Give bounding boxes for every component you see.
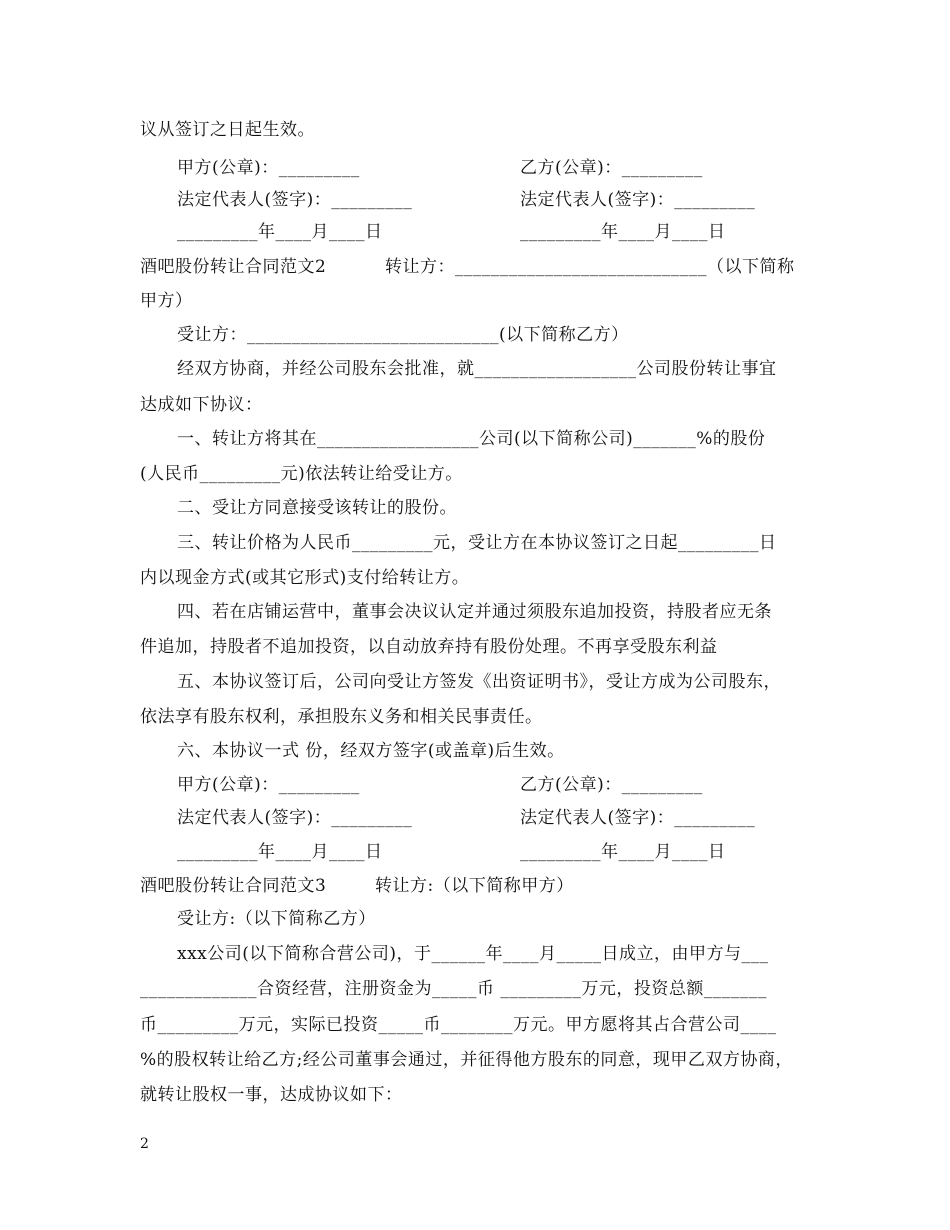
party-b-date-field: _________年____月____日	[520, 222, 726, 242]
text-line: _____________合资经营，注册资金为_____币 _________万元，投资总额_______	[140, 979, 767, 999]
party-a-seal-field: 甲方(公章)：_________	[177, 158, 360, 178]
party-b-representative-field: 法定代表人(签字)：_________	[520, 808, 756, 828]
party-a-date-field: _________年____月____日	[177, 222, 383, 242]
party-a-representative-field: 法定代表人(签字)：_________	[177, 190, 413, 210]
party-a-date-field: _________年____月____日	[177, 842, 383, 862]
signature-row	[177, 188, 810, 212]
page-number: 2	[140, 1136, 149, 1152]
text-line: xxx公司(以下简称合营公司)，于______年____月_____日成立，由甲方与___	[177, 944, 769, 964]
transferor-field: 转让方：____________________________（以下简称	[385, 257, 795, 277]
text-line: 甲方）	[140, 291, 193, 311]
party-b-representative-field: 法定代表人(签字)：_________	[520, 190, 756, 210]
party-a-seal-field: 甲方(公章)：_________	[177, 775, 360, 795]
text-line: 一、转让方将其在__________________公司(以下简称公司)_______%的股份	[177, 429, 766, 449]
section-heading-row	[140, 255, 810, 279]
date-row	[177, 220, 810, 244]
party-b-date-field: _________年____月____日	[520, 842, 726, 862]
text-line: 议从签订之日起生效。	[140, 120, 315, 140]
text-line: 达成如下协议：	[140, 395, 263, 415]
text-line: %的股权转让给乙方;经公司董事会通过，并征得他方股东的同意，现甲乙双方协商，	[140, 1050, 793, 1070]
signature-row	[177, 773, 810, 797]
transferee-field: 受让方：____________________________(以下简称乙方）	[177, 325, 629, 345]
party-b-seal-field: 乙方(公章)：_________	[520, 775, 703, 795]
text-line: 六、本协议一式 份，经双方签字(或盖章)后生效。	[177, 741, 565, 761]
section-title: 酒吧股份转让合同范文3	[140, 876, 327, 896]
transferor-field: 转让方:（以下简称甲方）	[375, 876, 574, 896]
text-line: 币_________万元，实际已投资_____币________万元。甲方愿将其占合营公司____	[140, 1015, 777, 1035]
section-title: 酒吧股份转让合同范文2	[140, 257, 327, 277]
text-line: 内以现金方式(或其它形式)支付给转让方。	[140, 568, 470, 588]
party-b-seal-field: 乙方(公章)：_________	[520, 158, 703, 178]
text-line: 五、本协议签订后，公司向受让方签发《出资证明书》，受让方成为公司股东，	[177, 672, 781, 692]
text-line: 经双方协商，并经公司股东会批准，就__________________公司股份转让事宜	[177, 359, 777, 379]
date-row	[177, 840, 810, 864]
section-heading-row	[140, 874, 810, 898]
text-line: 二、受让方同意接受该转让的股份。	[177, 498, 457, 518]
text-line: 就转让股权一事，达成协议如下：	[140, 1085, 403, 1105]
text-line: (人民币_________元)依法转让给受让方。	[140, 464, 463, 484]
text-line: 件追加，持股者不追加投资，以自动放弃持有股份处理。不再享受股东利益	[140, 637, 718, 657]
text-line: 三、转让价格为人民币_________元，受让方在本协议签订之日起_________日	[177, 533, 777, 553]
transferee-field: 受让方:（以下简称乙方）	[177, 909, 376, 929]
signature-row	[177, 806, 810, 830]
text-line: 四、若在店铺运营中，董事会决议认定并通过须股东追加投资，持股者应无条	[177, 602, 772, 622]
text-line: 依法享有股东权利，承担股东义务和相关民事责任。	[140, 707, 543, 727]
party-a-representative-field: 法定代表人(签字)：_________	[177, 808, 413, 828]
signature-row	[177, 156, 810, 180]
